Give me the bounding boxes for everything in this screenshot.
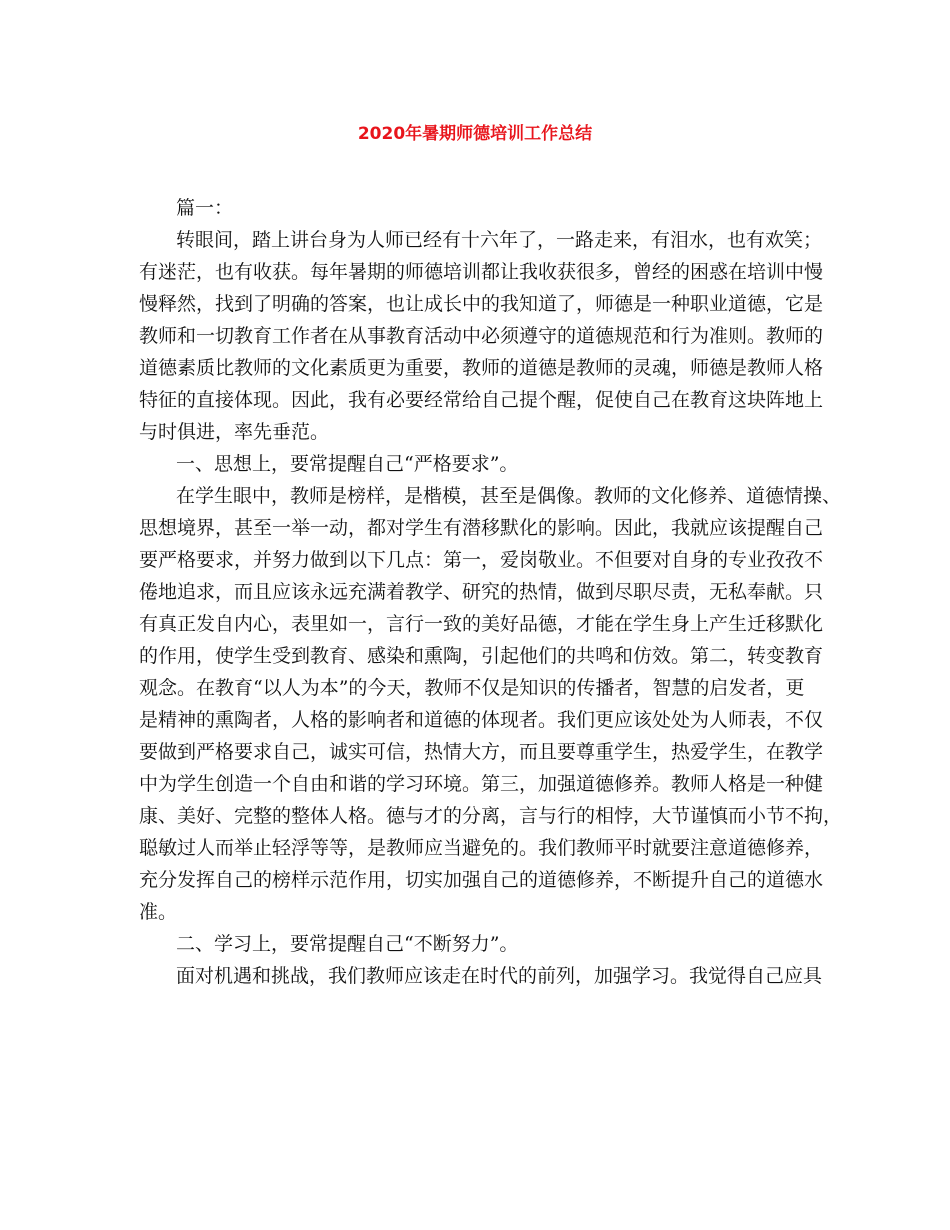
section-heading: 一、思想上，要常提醒自己“严格要求”。 <box>176 453 519 475</box>
paragraph-line: 有真正发自内心，表里如一，言行一致的美好品德，才能在学生身上产生迁移默化 <box>139 613 824 635</box>
paragraph-line: 转眼间，踏上讲台身为人师已经有十六年了，一路走来，有泪水，也有欢笑； <box>176 229 823 251</box>
paragraph-line: 倦地追求，而且应该永远充满着教学、研究的热情，做到尽职尽责，无私奉献。只 <box>139 581 824 603</box>
document-title: 2020年暑期师德培训工作总结 <box>357 124 593 144</box>
paragraph-line: 教师和一切教育工作者在从事教育活动中必须遵守的道德规范和行为准则。教师的 <box>139 325 824 347</box>
paragraph-line: 聪敏过人而举止轻浮等等，是教师应当避免的。我们教师平时就要注意道德修养， <box>139 837 824 859</box>
paragraph-line: 观念。在教育“以人为本”的今天，教师不仅是知识的传播者，智慧的启发者，更 <box>139 677 805 699</box>
paragraph-line: 康、美好、完整的整体人格。德与才的分离，言与行的相悖，大节谨慎而小节不拘， <box>139 805 843 827</box>
paragraph-line: 面对机遇和挑战，我们教师应该走在时代的前列，加强学习。我觉得自己应具 <box>176 965 823 987</box>
paragraph-line: 要做到严格要求自己，诚实可信，热情大方，而且要尊重学生，热爱学生，在教学 <box>139 741 824 763</box>
paragraph-line: 中为学生创造一个自由和谐的学习环境。第三，加强道德修养。教师人格是一种健 <box>139 773 824 795</box>
paragraph-line: 的作用，使学生受到教育、感染和熏陶，引起他们的共鸣和仿效。第二，转变教育 <box>139 645 824 667</box>
section-label: 篇一： <box>176 197 234 219</box>
paragraph-line: 道德素质比教师的文化素质更为重要，教师的道德是教师的灵魂，师德是教师人格 <box>139 357 824 379</box>
paragraph-line: 准。 <box>139 901 178 923</box>
paragraph-line: 特征的直接体现。因此，我有必要经常给自己提个醒，促使自己在教育这块阵地上 <box>139 389 824 411</box>
paragraph-line: 充分发挥自己的榜样示范作用，切实加强自己的道德修养，不断提升自己的道德水 <box>139 869 824 891</box>
paragraph-line: 思想境界，甚至一举一动，都对学生有潜移默化的影响。因此，我就应该提醒自己 <box>139 517 824 539</box>
paragraph-line: 有迷茫，也有收获。每年暑期的师德培训都让我收获很多，曾经的困惑在培训中慢 <box>139 261 824 283</box>
paragraph-line: 慢释然，找到了明确的答案，也让成长中的我知道了，师德是一种职业道德，它是 <box>139 293 824 315</box>
paragraph-line: 是精神的熏陶者，人格的影响者和道德的体现者。我们更应该处处为人师表，不仅 <box>139 709 824 731</box>
section-heading: 二、学习上，要常提醒自己“不断努力”。 <box>176 933 519 955</box>
paragraph-line: 要严格要求，并努力做到以下几点：第一，爱岗敬业。不但要对自身的专业孜孜不 <box>139 549 824 571</box>
paragraph-line: 与时俱进，率先垂范。 <box>139 421 330 443</box>
paragraph-line: 在学生眼中，教师是榜样，是楷模，甚至是偶像。教师的文化修养、道德情操、 <box>176 485 842 507</box>
